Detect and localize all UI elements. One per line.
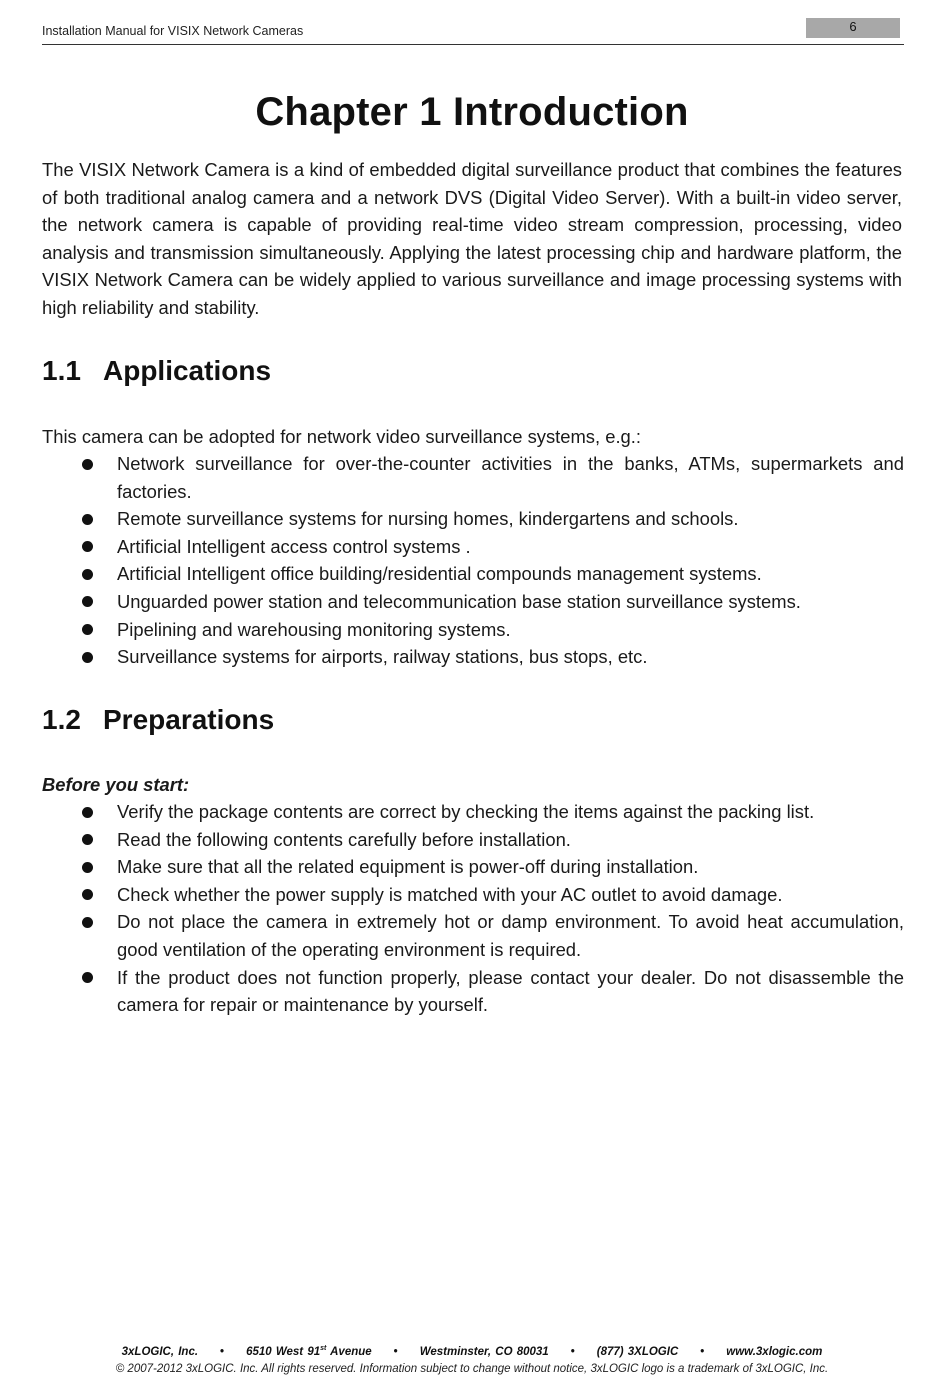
applications-list	[0, 450, 904, 671]
preparations-list	[0, 798, 904, 1019]
list-item: Remote surveillance systems for nursing homes, kindergartens and schools.	[0, 505, 904, 533]
section-number: 1.2	[42, 704, 81, 735]
header-title: Installation Manual for VISIX Network Cameras	[42, 24, 304, 38]
footer-company: 3xLOGIC, Inc.	[121, 1345, 199, 1358]
section-title: Applications	[103, 355, 272, 386]
footer-copyright: © 2007-2012 3xLOGIC. Inc. All rights reserved. Information subject to change without notice, 3xLOGIC logo is a trademark of 3xLOGIC, Inc.	[115, 1363, 829, 1375]
section-heading-applications	[42, 355, 271, 387]
section-heading-preparations	[42, 704, 274, 736]
footer-website: www.3xlogic.com	[726, 1345, 823, 1358]
bullet-icon	[82, 459, 93, 470]
bullet-icon	[82, 834, 93, 845]
page-number-badge	[806, 18, 900, 38]
chapter-title: Chapter 1 Introduction	[255, 90, 689, 134]
footer-city: Westminster, CO 80031	[419, 1345, 549, 1358]
list-item: Artificial Intelligent access control systems .	[0, 533, 904, 561]
page-number: 6	[849, 19, 857, 34]
applications-lead: This camera can be adopted for network video surveillance systems, e.g.:	[42, 426, 642, 447]
list-item: Check whether the power supply is matched with your AC outlet to avoid damage.	[0, 881, 904, 909]
bullet-icon	[82, 624, 93, 635]
list-item: Unguarded power station and telecommunication base station surveillance systems.	[0, 588, 904, 616]
footer-phone: (877) 3XLOGIC	[596, 1345, 679, 1358]
list-item: Read the following contents carefully before installation.	[0, 826, 904, 854]
bullet-icon	[82, 807, 93, 818]
list-item: Network surveillance for over-the-counter activities in the banks, ATMs, supermarkets and factories.	[0, 450, 904, 505]
bullet-icon	[82, 652, 93, 663]
page-header	[42, 18, 904, 45]
bullet-icon	[82, 889, 93, 900]
bullet-icon	[82, 862, 93, 873]
bullet-icon	[82, 596, 93, 607]
bullet-icon	[82, 917, 93, 928]
list-item: Make sure that all the related equipment is power-off during installation.	[0, 853, 904, 881]
list-item: Artificial Intelligent office building/residential compounds management systems.	[0, 560, 904, 588]
bullet-icon	[82, 514, 93, 525]
list-item: Verify the package contents are correct by checking the items against the packing list.	[0, 798, 904, 826]
bullet-icon	[82, 541, 93, 552]
section-title: Preparations	[103, 704, 275, 735]
intro-paragraph: The VISIX Network Camera is a kind of embedded digital surveillance product that combines the features of both traditional analog camera and a network DVS (Digital Video Server). With a built-in video server, the network camera is capable of providing real-time video stream compression, processing, video analysis and transmission simultaneously. Applying the latest processing chip and hardware platform, the VISIX Network Camera can be widely applied to various surveillance and image processing systems with high reliability and stability.	[42, 159, 902, 318]
bullet-icon	[82, 972, 93, 983]
list-item: If the product does not function properly, please contact your dealer. Do not disassemble the camera for repair or maintenance by yourself.	[0, 964, 904, 1019]
section-number: 1.1	[42, 355, 81, 386]
list-item: Surveillance systems for airports, railway stations, bus stops, etc.	[0, 643, 904, 671]
preparations-lead: Before you start:	[42, 774, 190, 795]
list-item: Do not place the camera in extremely hot or damp environment. To avoid heat accumulation, good ventilation of the operating environment is required.	[0, 908, 904, 963]
list-item: Pipelining and warehousing monitoring systems.	[0, 616, 904, 644]
bullet-icon	[82, 569, 93, 580]
footer-address: 6510 West 91st Avenue	[246, 1345, 372, 1358]
footer-contact: 3xLOGIC, Inc. • 6510 West 91st Avenue • Westminster, CO 80031 • (877) 3XLOGIC • www.3xlogic.com	[121, 1345, 823, 1358]
